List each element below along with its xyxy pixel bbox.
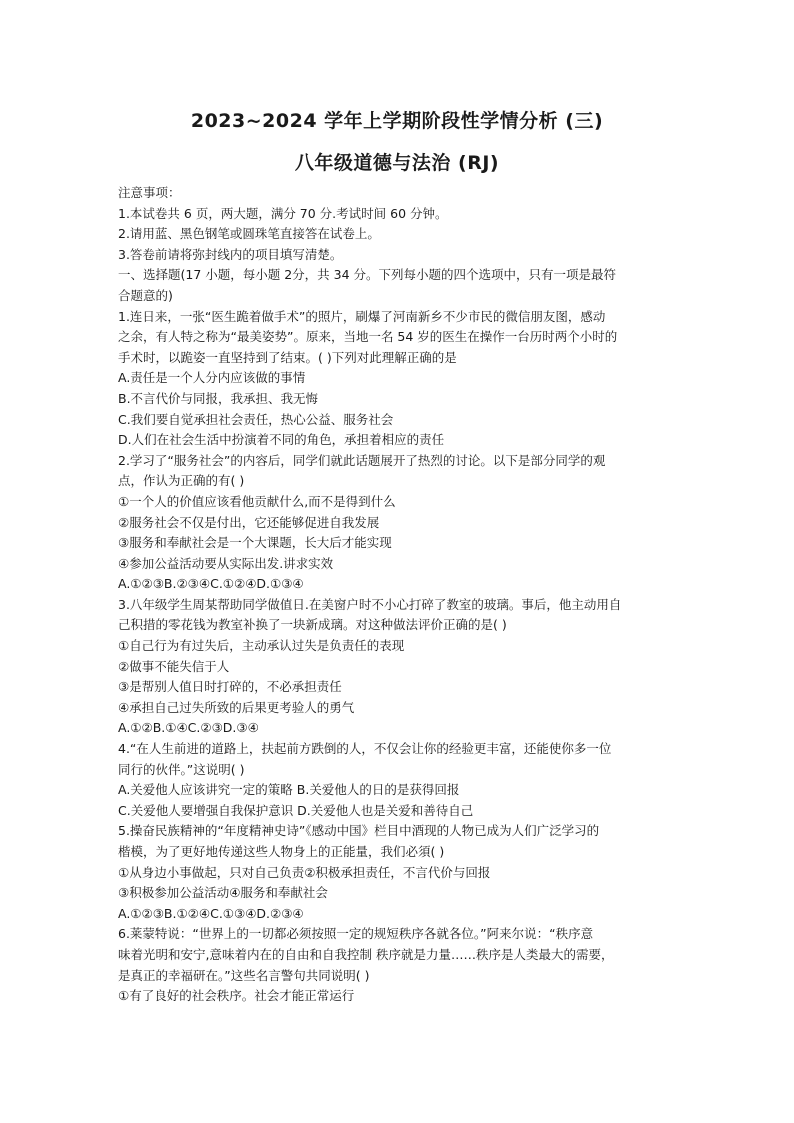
question-text: 2.学习了“服务社会”的内容后，同学们就此话题展开了热烈的讨论。以下是部分同学的观: [118, 452, 606, 468]
question-text: 之余，有人特之称为“最美姿势”。原来，当地一名 54 岁的医生在操作一台历时两个小时的: [118, 329, 618, 345]
answer-options: A.①②③B.①②④C.①③④D.②③④: [118, 905, 304, 921]
notice-item: 1.本试卷共 6 页，两大题，满分 70 分.考试时间 60 分钟。: [118, 205, 448, 221]
question-text: 6.莱蒙特说：“世界上的一切都必须按照一定的规短秩序各就各位。”阿来尔说：“秩序意: [118, 926, 594, 942]
statement-item: ②服务社会不仅是付出，它还能够促进自我发展: [118, 514, 380, 530]
answer-option: D.人们在社会生活中扮演着不同的角色，承担着相应的责任: [118, 432, 445, 448]
section-heading-cont: 合题意的): [118, 287, 173, 303]
section-heading: 一、选择题(17 小题，每小题 2分，共 34 分。下列每小题的四个选项中，只有一项是最符: [118, 267, 617, 283]
statement-item: ③服务和奉献社会是一个大课题，长大后才能实现: [118, 535, 392, 551]
question-text: 4.“在人生前进的道路上，扶起前方跌倒的人，不仅会让你的经验更丰富，还能使你多一位: [118, 741, 612, 757]
notice-item: 2.请用蓝、黑色钢笔或圆珠笔直接答在试卷上。: [118, 226, 380, 242]
question-text: 5.操奋民族精神的“年度精神史诗”《感动中国》栏目中酒现的人物已成为人们广泛学习的: [118, 823, 600, 839]
exam-title: 2023~2024 学年上学期阶段性学情分析 (三): [190, 110, 604, 132]
answer-option: B.不言代价与同报，我承担、我无悔: [118, 390, 319, 406]
statement-item: ①自己行为有过失后，主动承认过失是负责任的表现: [118, 638, 405, 654]
question-text: 同行的伙伴。”这说明( ): [118, 761, 245, 777]
exam-subtitle: 八年级道德与法治 (RJ): [294, 152, 500, 174]
question-text: 3.八年级学生周某帮助同学做值日.在美窗户时不小心打碎了教室的玻璃。事后，他主动用自: [118, 596, 622, 612]
exam-content: [118, 183, 678, 1007]
question-text: 味着光明和安宁,意味着内在的自由和自我控制 秩序就是力量……秩序是人类最大的需要，: [118, 946, 614, 962]
notice-item: 3.答卷前请将弥封线内的项目填写清楚。: [118, 246, 343, 262]
statement-item: ②做事不能失信于人: [118, 658, 230, 674]
answer-options: A.①②B.①④C.②③D.③④: [118, 720, 259, 736]
question-text: 是真正的幸福研在。”这些名言警句共同说明( ): [118, 967, 370, 983]
statement-item: ①从身边小事做起，只对自己负责②积极承担责任，不言代价与回报: [118, 864, 491, 880]
answer-option: C.关爱他人要增强自我保护意识 D.关爱他人也是关爱和善待自己: [118, 802, 474, 818]
question-text: 楷模，为了更好地传递这些人物身上的正能量，我们必須( ): [118, 844, 445, 859]
question-text: 手术时，以跪姿一直坚持到了结束。( )下列对此理解正确的是: [118, 349, 457, 365]
statement-item: ④参加公益活动要从实际出发.讲求实效: [118, 555, 334, 571]
answer-option: A.关爱他人应该讲究一定的策略 B.关爱他人的日的是获得回报: [118, 782, 460, 798]
answer-options: A.①②③B.②③④C.①②④D.①③④: [118, 576, 304, 592]
statement-item: ③积极参加公益活动④服务和奉献社会: [118, 885, 328, 901]
statement-item: ①有了良好的社会秩序。社会才能正常运行: [118, 988, 355, 1004]
statement-item: ④承担自己过失所致的后果更考验人的勇气: [118, 699, 355, 715]
question-text: 1.连日来，一张“医生跪着做手术”的照片，刷爆了河南新乡不少市民的微信朋友图，感动: [118, 308, 606, 324]
answer-option: A.责任是一个人分内应该做的事情: [118, 370, 306, 386]
notice-heading: 注意事项：: [118, 185, 181, 200]
statement-item: ①一个人的价值应该看他贡献什么,而不是得到什么: [118, 493, 396, 509]
statement-item: ③是帮别人值日时打碎的，不必承担责任: [118, 679, 342, 695]
answer-option: C.我们要自觉承担社会责任，热心公益、服务社会: [118, 411, 394, 427]
question-text: 点，作认为正确的有( ): [118, 473, 245, 489]
question-text: 己积措的零花钱为教室补换了一块新成璃。对这种做法评价正确的是( ): [118, 617, 507, 633]
